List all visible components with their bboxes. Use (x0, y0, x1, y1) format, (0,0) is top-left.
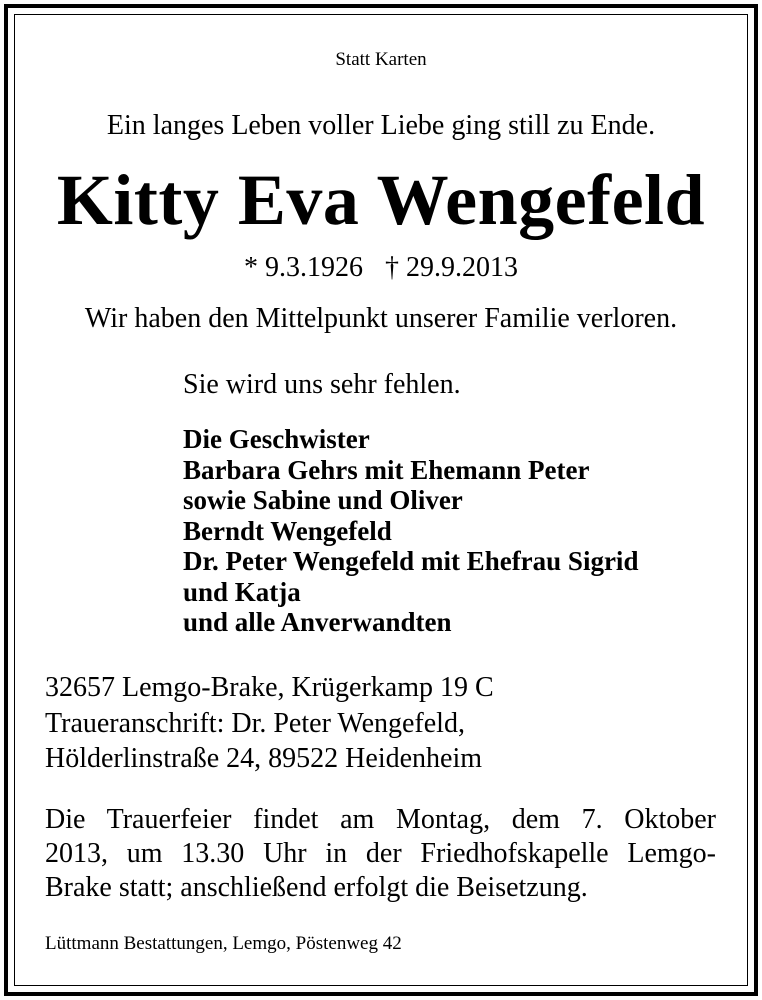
deceased-name: Kitty Eva Wengefeld (56, 160, 706, 240)
mourner-line: Berndt Wengefeld (183, 515, 392, 546)
ceremony-paragraph (45, 803, 716, 905)
mourner-line: Dr. Peter Wengefeld mit Ehefrau Sigrid (183, 546, 639, 576)
mourner-line: und alle Anverwandten (183, 607, 452, 637)
mourner-line: Die Geschwister (183, 424, 370, 454)
ceremony-line: Brake statt; anschließend erfolgt die Beisetzung. (45, 872, 588, 903)
miss-line: Sie wird uns sehr fehlen. (183, 369, 461, 400)
ceremony-line: 2013, um 13.30 Uhr in der Friedhofskapelle Lemgo- (45, 838, 716, 869)
residence-address: 32657 Lemgo-Brake, Krügerkamp 19 C (45, 672, 494, 703)
mourners-list (183, 424, 638, 638)
ceremony-line: Die Trauerfeier findet am Montag, dem 7. Oktober (45, 804, 716, 835)
mourner-line: Barbara Gehrs mit Ehemann Peter (183, 454, 590, 485)
loss-line: Wir haben den Mittelpunkt unserer Familie verloren. (84, 303, 678, 334)
header-statt-karten: Statt Karten (335, 49, 427, 70)
mourner-line: sowie Sabine und Oliver (183, 485, 463, 515)
mourner-line: und Katja (183, 576, 301, 607)
mourning-address-line-1: Traueranschrift: Dr. Peter Wengefeld, (45, 708, 465, 739)
life-dates (0, 254, 762, 282)
undertaker-line: Lüttmann Bestattungen, Lemgo, Pöstenweg 42 (45, 933, 402, 954)
birth-date: * 9.3.1926 (244, 252, 363, 283)
intro-line: Ein langes Leben voller Liebe ging still zu Ende. (106, 110, 656, 141)
mourning-address-line-2: Hölderlinstraße 24, 89522 Heidenheim (45, 743, 483, 774)
death-date: † 29.9.2013 (385, 252, 518, 283)
